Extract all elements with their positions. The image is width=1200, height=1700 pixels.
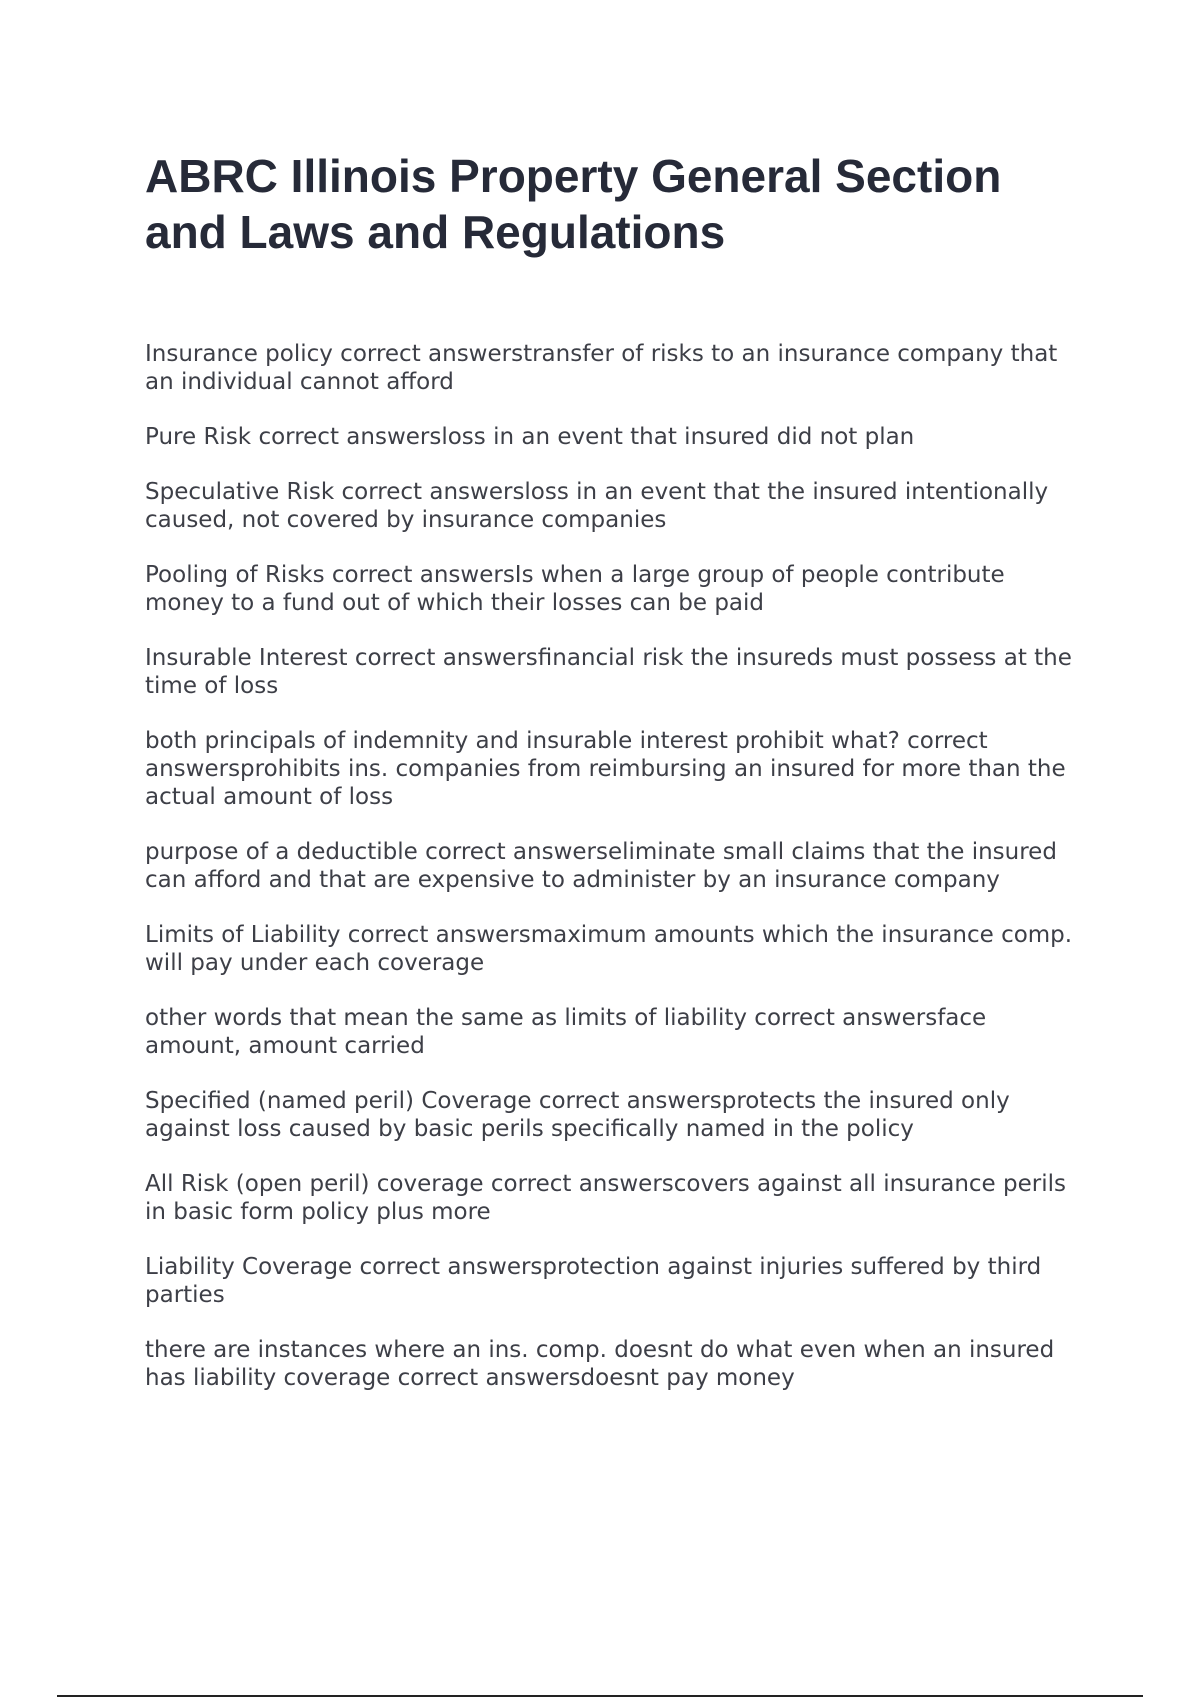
flashcard-entry: other words that mean the same as limits of liability correct answersface amount, amount carried <box>145 1005 987 1059</box>
document-title: ABRC Illinois Property General Section and Laws and Regulations <box>145 150 1002 258</box>
flashcard-list <box>145 340 1080 1419</box>
flashcard-entry: Limits of Liability correct answersmaximum amounts which the insurance comp. will pay under each coverage <box>145 922 1073 976</box>
flashcard-entry: Specified (named peril) Coverage correct answersprotects the insured only against loss caused by basic perils specifically named in the policy <box>145 1088 1010 1142</box>
flashcard-entry: purpose of a deductible correct answerseliminate small claims that the insured can afford and that are expensive to administer by an insurance company <box>145 839 1057 893</box>
flashcard-entry: both principals of indemnity and insurable interest prohibit what? correct answersprohibits ins. companies from reimbursing an insured for more than the actual amount of loss <box>145 728 1066 810</box>
flashcard-entry: Insurable Interest correct answersfinancial risk the insureds must possess at the time of loss <box>145 645 1072 699</box>
flashcard-entry: Speculative Risk correct answersloss in an event that the insured intentionally caused, not covered by insurance companies <box>145 479 1049 533</box>
flashcard-entry: Pooling of Risks correct answersIs when a large group of people contribute money to a fund out of which their losses can be paid <box>145 562 1005 616</box>
page-bottom-divider <box>57 1695 1143 1697</box>
flashcard-entry: Insurance policy correct answerstransfer of risks to an insurance company that an individual cannot afford <box>145 341 1058 395</box>
flashcard-entry: there are instances where an ins. comp. doesnt do what even when an insured has liability coverage correct answersdoesnt pay money <box>145 1337 1055 1391</box>
flashcard-entry: Liability Coverage correct answersprotection against injuries suffered by third parties <box>145 1254 1042 1308</box>
flashcard-entry: All Risk (open peril) coverage correct answerscovers against all insurance perils in basic form policy plus more <box>145 1171 1066 1225</box>
flashcard-entry: Pure Risk correct answersloss in an event that insured did not plan <box>145 424 915 450</box>
